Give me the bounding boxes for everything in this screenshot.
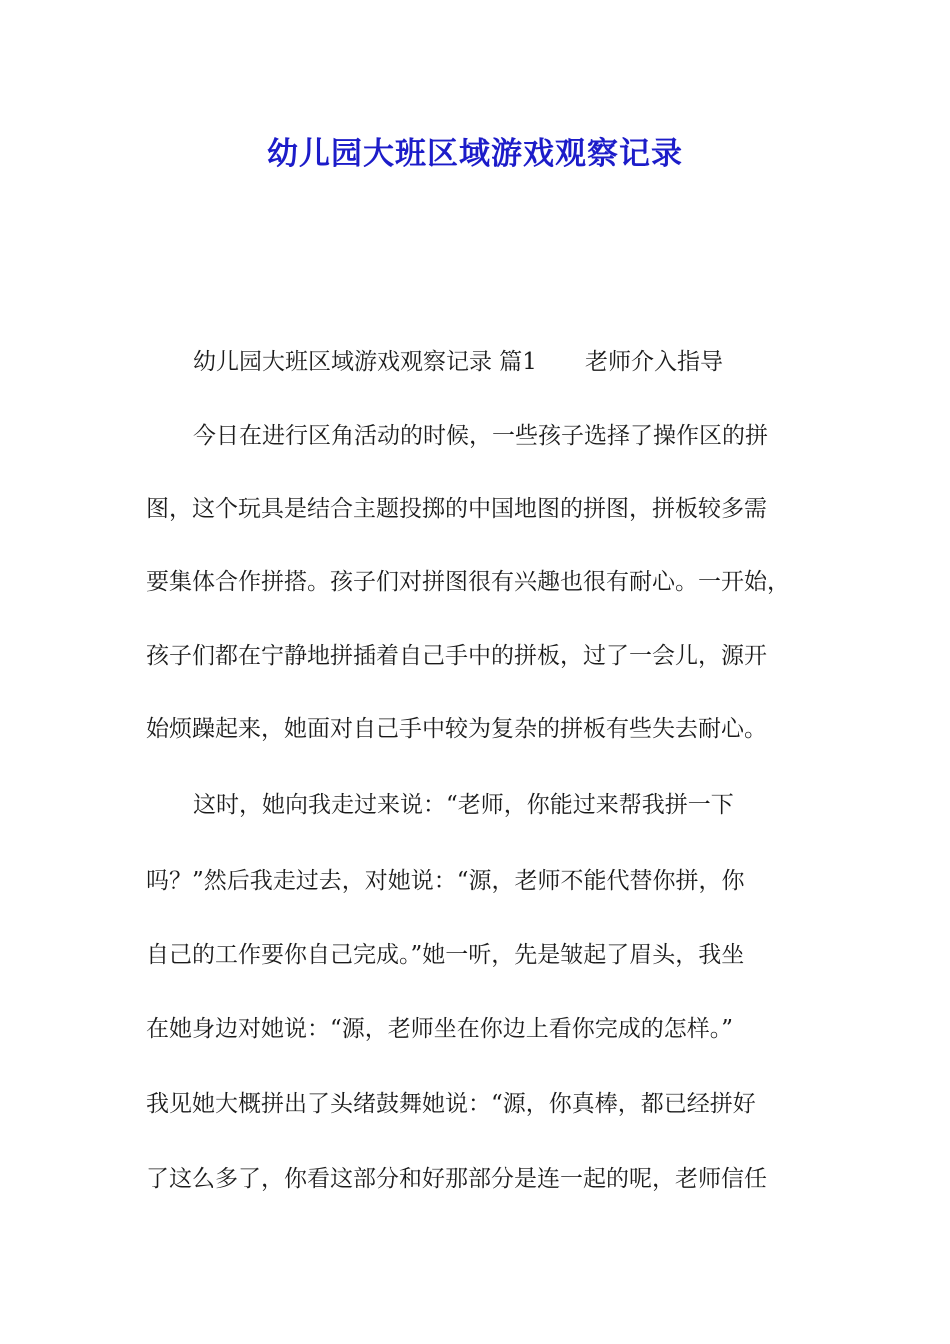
document-title: 幼儿园大班区域游戏观察记录 xyxy=(267,136,683,172)
paragraph-line: 图，这个玩具是结合主题投掷的中国地图的拼图，拼板较多需 xyxy=(146,496,767,522)
paragraph-line: 自己的工作要你自己完成。”她一听，先是皱起了眉头，我坐 xyxy=(146,942,745,968)
paragraph-line: 孩子们都在宁静地拼插着自己手中的拼板，过了一会儿，源开 xyxy=(146,643,767,669)
paragraph-line: 要集体合作拼搭。孩子们对拼图很有兴趣也很有耐心。一开始， xyxy=(146,569,790,595)
paragraph-line: 在她身边对她说：“源，老师坐在你边上看你完成的怎样。” xyxy=(146,1016,734,1042)
section-heading-subtitle: 老师介入指导 xyxy=(584,349,723,375)
paragraph-line: 吗？”然后我走过去，对她说：“源，老师不能代替你拼，你 xyxy=(146,868,745,894)
section-heading-label: 幼儿园大班区域游戏观察记录 篇1 xyxy=(193,349,537,375)
paragraph-line: 今日在进行区角活动的时候，一些孩子选择了操作区的拼 xyxy=(193,423,768,449)
paragraph-line: 我见她大概拼出了头绪鼓舞她说：“源，你真棒，都已经拼好 xyxy=(146,1091,756,1117)
paragraph-line: 始烦躁起来，她面对自己手中较为复杂的拼板有些失去耐心。 xyxy=(146,716,767,742)
paragraph-line: 这时，她向我走过来说：“老师，你能过来帮我拼一下 xyxy=(193,792,734,818)
paragraph-line: 了这么多了，你看这部分和好那部分是连一起的呢，老师信任 xyxy=(146,1166,767,1192)
section-heading xyxy=(193,343,723,376)
